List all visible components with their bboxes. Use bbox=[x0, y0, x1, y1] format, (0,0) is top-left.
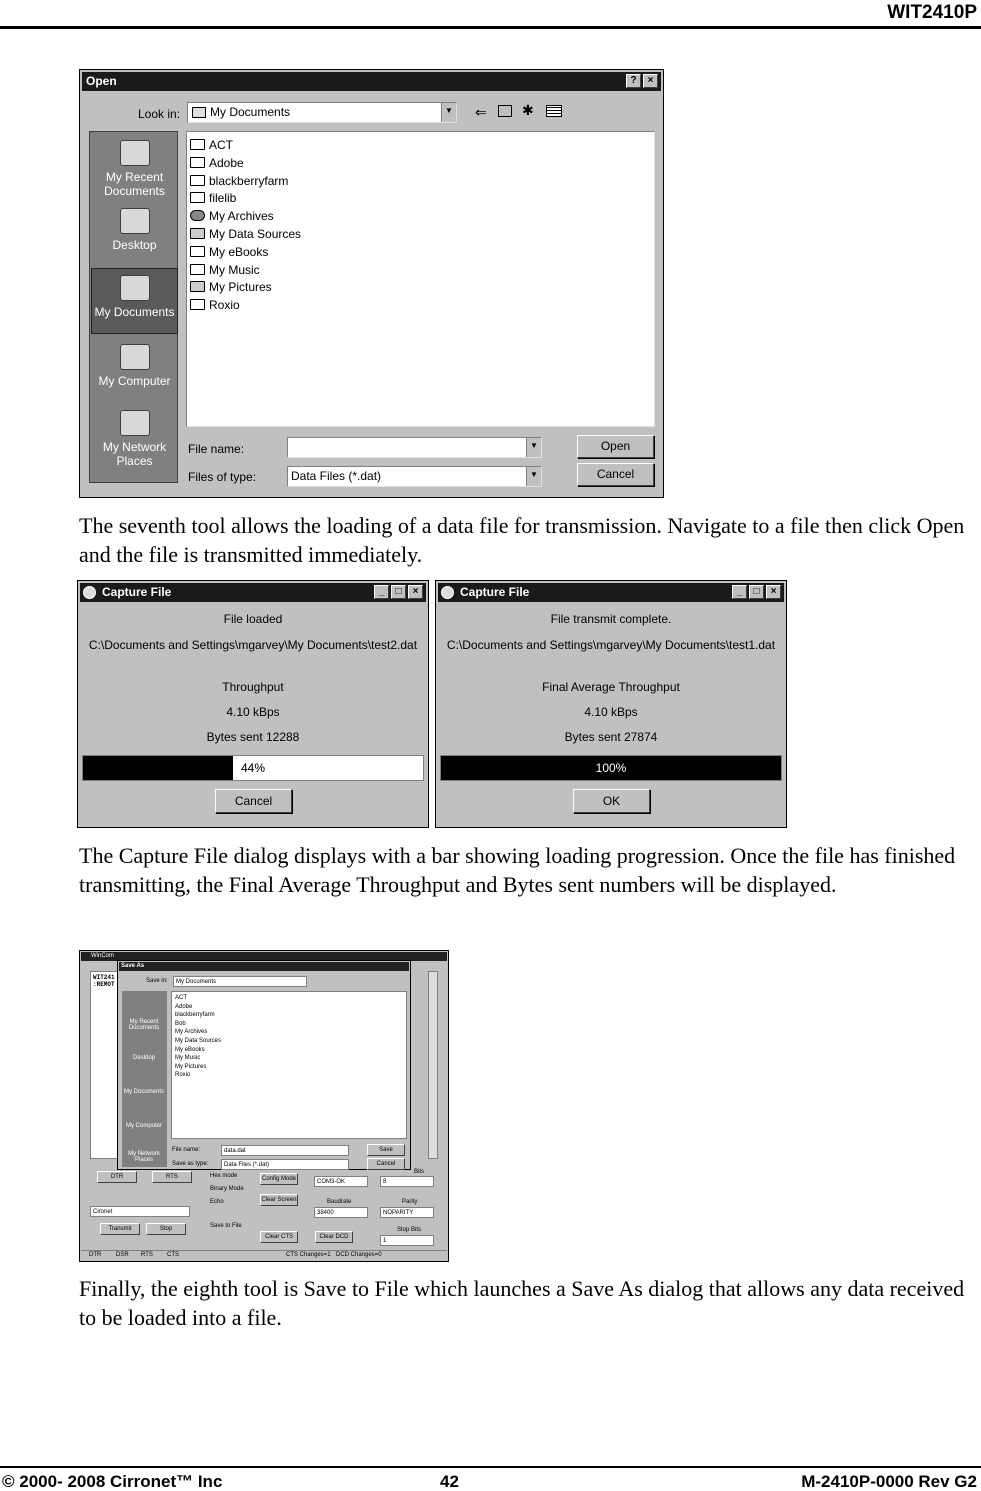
new-folder-icon[interactable]: ✱ bbox=[522, 102, 534, 118]
place-recent[interactable]: My Recent Documents bbox=[128, 1019, 160, 1031]
footer-page-number: 42 bbox=[440, 1472, 459, 1491]
status-rts: RTS bbox=[141, 1252, 153, 1258]
places-bar bbox=[122, 991, 167, 1167]
progress-bar bbox=[82, 755, 424, 781]
hex-mode-checkbox[interactable]: Hex mode bbox=[210, 1173, 238, 1179]
list-item[interactable]: My Data Sources bbox=[190, 226, 654, 244]
com-port-select[interactable]: COM3-OK bbox=[314, 1176, 368, 1187]
capture-file-dialog-loading bbox=[77, 580, 429, 828]
open-button[interactable]: Open bbox=[577, 435, 654, 458]
throughput-label: Throughput bbox=[222, 680, 284, 694]
status-cts: CTS bbox=[167, 1252, 179, 1258]
status-bar bbox=[81, 1250, 447, 1260]
capture-titlebar bbox=[438, 583, 784, 602]
look-in-select[interactable] bbox=[187, 102, 457, 123]
save-as-titlebar bbox=[119, 962, 409, 971]
list-item[interactable]: Adobe bbox=[175, 1003, 193, 1010]
save-as-screenshot bbox=[79, 950, 449, 1262]
list-item[interactable]: My Pictures bbox=[175, 1063, 207, 1070]
capture-status: File transmit complete. bbox=[550, 612, 672, 626]
folder-icon bbox=[190, 299, 205, 310]
list-item[interactable]: Roxio bbox=[175, 1072, 191, 1079]
save-as-dialog bbox=[117, 960, 411, 1170]
capture-titlebar bbox=[80, 583, 426, 602]
clear-dcd-button[interactable]: Clear DCD bbox=[315, 1231, 353, 1243]
list-item[interactable]: Roxio bbox=[190, 297, 654, 315]
place-my-recent-documents[interactable]: My Recent Documents bbox=[91, 134, 178, 200]
terminal-scrollbar[interactable] bbox=[428, 971, 438, 1159]
list-item[interactable]: My Music bbox=[190, 262, 654, 280]
folder-icon bbox=[190, 175, 205, 186]
capture-title: Capture File bbox=[460, 585, 530, 599]
maximize-icon[interactable]: □ bbox=[749, 585, 764, 599]
list-item[interactable]: filelib bbox=[190, 190, 654, 208]
capture-file-dialog-complete bbox=[435, 580, 787, 828]
help-button[interactable]: ? bbox=[626, 74, 641, 88]
list-item[interactable]: My Data Sources bbox=[175, 1037, 222, 1044]
cancel-button[interactable]: Cancel bbox=[215, 789, 292, 813]
capture-title: Capture File bbox=[102, 585, 172, 599]
places-bar bbox=[89, 131, 178, 483]
recent-documents-icon bbox=[120, 140, 150, 166]
place-my-computer[interactable]: My Computer bbox=[91, 338, 178, 404]
transmit-button[interactable]: Transmit bbox=[100, 1223, 140, 1235]
network-places-icon bbox=[120, 410, 150, 436]
binary-mode-checkbox[interactable]: Binary Mode bbox=[210, 1186, 244, 1192]
baudrate-label: Baudrate bbox=[327, 1199, 352, 1205]
save-in-select[interactable]: My Documents bbox=[173, 976, 307, 987]
chevron-down-icon[interactable]: ▼ bbox=[441, 103, 456, 122]
footer-copyright: © 2000- 2008 Cirronet™ Inc bbox=[2, 1472, 223, 1491]
save-in-label: Save in: bbox=[146, 978, 168, 984]
minimize-icon[interactable]: _ bbox=[732, 585, 747, 599]
dtr-button[interactable]: DTR bbox=[97, 1171, 137, 1183]
rts-button[interactable]: RTS bbox=[152, 1171, 192, 1183]
throughput-value: 4.10 kBps bbox=[226, 705, 280, 719]
my-computer-icon bbox=[120, 344, 150, 370]
header-title: WIT2410P bbox=[887, 2, 977, 23]
look-in-label: Look in: bbox=[138, 107, 181, 121]
files-of-type-value: Data Files (*.dat) bbox=[291, 469, 382, 483]
config-mode-button[interactable]: Config Mode bbox=[260, 1173, 298, 1185]
echo-checkbox[interactable]: Echo bbox=[210, 1199, 224, 1205]
folder-icon bbox=[190, 264, 205, 275]
throughput-value: 4.10 kBps bbox=[584, 705, 638, 719]
progress-text: 100% bbox=[595, 761, 627, 775]
list-item[interactable]: My Pictures bbox=[190, 279, 654, 297]
progress-text: 44% bbox=[240, 761, 266, 775]
my-documents-small-icon bbox=[192, 107, 206, 118]
view-menu-icon[interactable] bbox=[546, 105, 562, 117]
file-list[interactable] bbox=[171, 991, 407, 1139]
pictures-folder-icon bbox=[190, 281, 205, 292]
save-to-file-checkbox[interactable]: Save to File bbox=[210, 1223, 242, 1229]
folder-icon bbox=[190, 139, 205, 150]
cancel-button[interactable]: Cancel bbox=[367, 1158, 405, 1170]
list-item[interactable]: ACT bbox=[175, 995, 187, 1001]
header-rule bbox=[0, 26, 981, 29]
paragraph-capture-dialog: The Capture File dialog displays with a bar showing loading progression. Once the file has finished transmitting, the Final Average Throughput and Bytes sent numbers will be displayed. bbox=[79, 843, 956, 897]
dcd-changes: DCD Changes=0 bbox=[336, 1252, 382, 1258]
ok-button[interactable]: OK bbox=[573, 789, 650, 813]
folder-icon bbox=[190, 246, 205, 257]
save-as-type-select[interactable]: Data Files (*.dat) bbox=[221, 1159, 349, 1170]
paragraph-eighth-tool: Finally, the eighth tool is Save to File which launches a Save As dialog that allows any data received to be loaded into a file. bbox=[79, 1276, 965, 1330]
file-name-input[interactable]: data.dat bbox=[221, 1145, 349, 1156]
stop-bits-label: Stop Bits bbox=[397, 1227, 422, 1233]
paragraph-seventh-tool: The seventh tool allows the loading of a data file for transmission. Navigate to a file then click Open and the file is transmitted immediately. bbox=[79, 513, 965, 567]
data-sources-icon bbox=[190, 228, 205, 239]
close-icon[interactable]: × bbox=[408, 585, 423, 599]
footer-rule bbox=[0, 1466, 981, 1468]
save-as-title: Save As bbox=[121, 963, 145, 969]
app-icon bbox=[441, 586, 454, 599]
list-item[interactable]: My Archives bbox=[175, 1029, 208, 1036]
file-name-label: File name: bbox=[188, 442, 245, 456]
place-my-documents[interactable]: My Documents bbox=[91, 268, 178, 334]
cancel-button[interactable]: Cancel bbox=[577, 463, 654, 486]
list-item[interactable]: My Music bbox=[175, 1055, 201, 1062]
clear-screen-button[interactable]: Clear Screen bbox=[260, 1194, 298, 1206]
capture-path: C:\Documents and Settings\mgarvey\My Documents\test1.dat bbox=[446, 638, 776, 652]
parity-label: Parity bbox=[402, 1199, 418, 1205]
footer-doc-number: M-2410P-0000 Rev G2 bbox=[801, 1472, 977, 1491]
chevron-down-icon[interactable]: ▼ bbox=[526, 438, 541, 457]
bits-label: Bits bbox=[414, 1169, 425, 1175]
list-item[interactable]: blackberryfarm bbox=[190, 173, 654, 191]
desktop-icon bbox=[120, 208, 150, 234]
look-in-value: My Documents bbox=[210, 105, 291, 119]
stop-bits-select[interactable]: 1 bbox=[380, 1235, 434, 1246]
status-dsr: DSR bbox=[116, 1252, 129, 1258]
place-my-computer[interactable]: My Computer bbox=[125, 1123, 162, 1129]
page-header bbox=[0, 0, 981, 30]
open-dialog bbox=[79, 69, 664, 498]
up-folder-icon[interactable] bbox=[498, 105, 512, 117]
bytes-sent: Bytes sent 27874 bbox=[564, 730, 658, 744]
save-as-type-label: Save as type: bbox=[172, 1161, 209, 1167]
capture-path: C:\Documents and Settings\mgarvey\My Documents\test2.dat bbox=[88, 638, 418, 652]
folder-icon bbox=[190, 157, 205, 168]
place-my-network-places[interactable]: My Network Places bbox=[91, 404, 178, 470]
progress-bar bbox=[440, 755, 782, 781]
list-item[interactable]: My Archives bbox=[190, 208, 654, 226]
wincom-title: WinCom bbox=[91, 953, 115, 959]
capture-status: File loaded bbox=[223, 612, 283, 626]
file-name-label: File name: bbox=[172, 1147, 201, 1153]
close-button[interactable]: × bbox=[643, 74, 658, 88]
throughput-label: Final Average Throughput bbox=[542, 680, 680, 694]
stop-button[interactable]: Stop bbox=[146, 1223, 186, 1235]
files-of-type-label: Files of type: bbox=[188, 470, 257, 484]
files-of-type-select[interactable] bbox=[287, 466, 542, 487]
my-documents-icon bbox=[120, 275, 150, 301]
back-arrow-icon[interactable]: ⇐ bbox=[475, 104, 487, 120]
page-footer bbox=[0, 1466, 981, 1491]
open-dialog-title: Open bbox=[86, 74, 117, 88]
parity-select[interactable]: NOPARITY bbox=[380, 1207, 434, 1218]
baudrate-select[interactable]: 38400 bbox=[314, 1207, 368, 1218]
list-item[interactable]: Bob bbox=[175, 1020, 186, 1027]
archive-icon bbox=[190, 210, 205, 221]
folder-icon bbox=[190, 192, 205, 203]
bytes-sent: Bytes sent 12288 bbox=[206, 730, 300, 744]
minimize-icon[interactable]: _ bbox=[374, 585, 389, 599]
file-name-input[interactable] bbox=[287, 437, 542, 458]
terminal-area: WIT241 :REMOT bbox=[90, 971, 120, 1159]
place-desktop[interactable]: Desktop bbox=[132, 1055, 155, 1061]
place-my-documents[interactable]: My Documents bbox=[124, 1089, 165, 1095]
status-dtr: DTR bbox=[89, 1252, 102, 1258]
app-icon bbox=[83, 586, 96, 599]
maximize-icon[interactable]: □ bbox=[391, 585, 406, 599]
file-list[interactable] bbox=[186, 131, 655, 427]
open-dialog-titlebar bbox=[82, 72, 661, 91]
list-item[interactable]: Adobe bbox=[190, 155, 654, 173]
place-network[interactable]: My Network Places bbox=[128, 1151, 160, 1163]
chevron-down-icon[interactable]: ▼ bbox=[526, 467, 541, 486]
list-item[interactable]: My eBooks bbox=[175, 1046, 205, 1053]
cironet-field[interactable]: Cironet bbox=[90, 1206, 190, 1217]
cts-changes: CTS Changes=1 bbox=[286, 1252, 331, 1258]
close-icon[interactable]: × bbox=[766, 585, 781, 599]
list-item[interactable]: My eBooks bbox=[190, 244, 654, 262]
list-item[interactable]: blackberryfarm bbox=[175, 1012, 215, 1019]
clear-cts-button[interactable]: Clear CTS bbox=[260, 1231, 298, 1243]
place-desktop[interactable]: Desktop bbox=[91, 202, 178, 268]
list-item[interactable]: ACT bbox=[190, 137, 654, 155]
save-button[interactable]: Save bbox=[367, 1144, 405, 1156]
bits-select[interactable]: 8 bbox=[380, 1176, 434, 1187]
